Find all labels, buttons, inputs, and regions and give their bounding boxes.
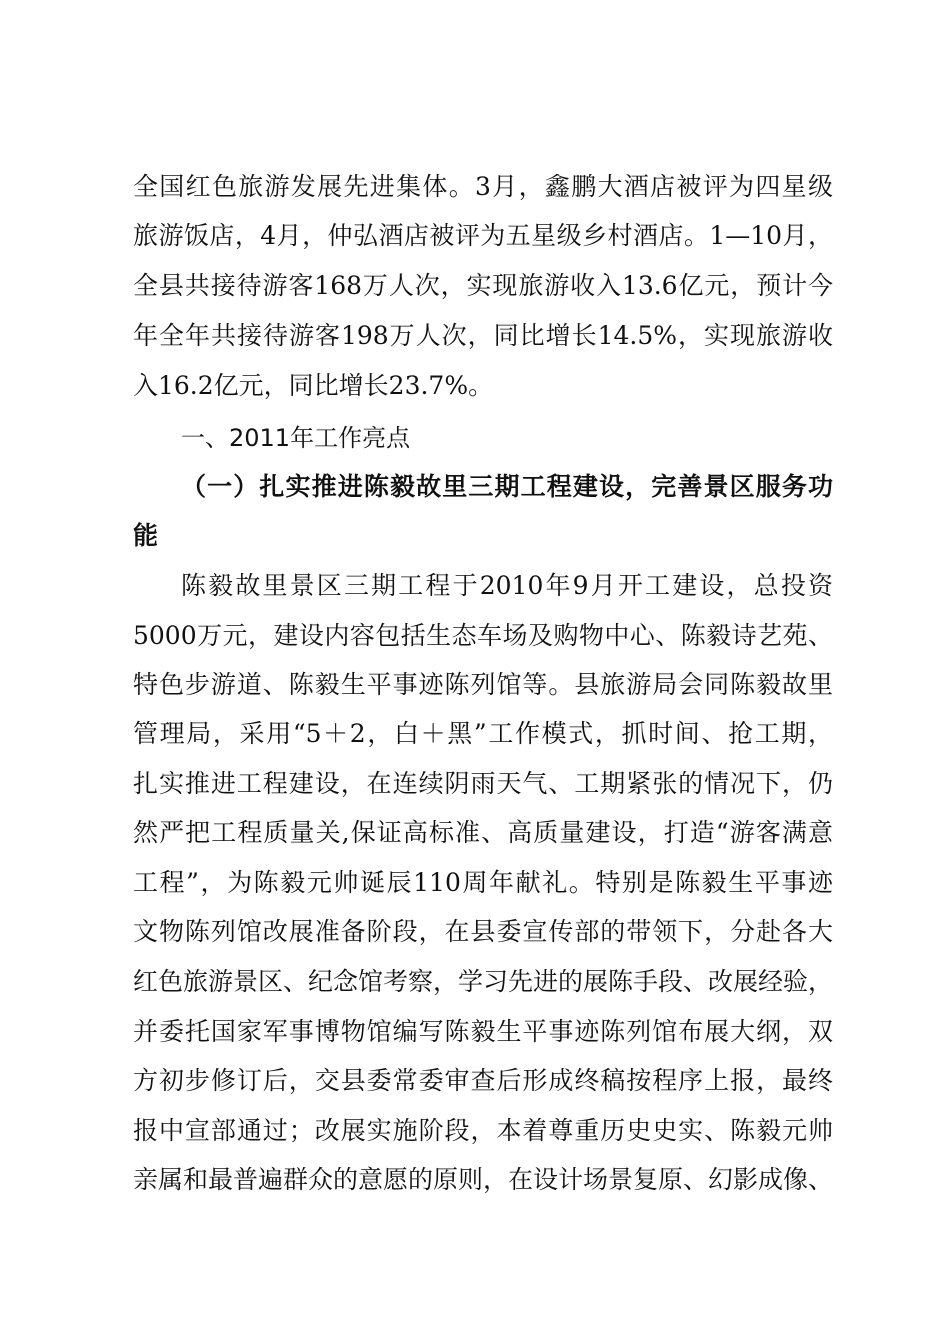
text-line: 旅游饭店，4月，仲弘酒店被评为五星级乡村酒店。1—10月，: [133, 221, 833, 250]
text-line: 全县共接待游客168万人次，实现旅游收入13.6亿元，预计今: [133, 271, 833, 300]
text-line: 年全年共接待游客198万人次，同比增长14.5%，实现旅游收: [133, 321, 833, 350]
text-line: 管理局，采用“5＋2，白＋黑”工作模式，抓时间、抢工期，: [133, 719, 833, 748]
text-line: 全国红色旅游发展先进集体。3月，鑫鹏大酒店被评为四星级: [133, 172, 833, 201]
text-line: 扎实推进工程建设，在连续阴雨天气、工期紧张的情况下，仍: [133, 769, 833, 798]
subsection-heading: （一）扎实推进陈毅故里三期工程建设，完善景区服务功: [181, 472, 833, 501]
text-line: 并委托国家军事博物馆编写陈毅生平事迹陈列馆布展大纲，双: [133, 1017, 833, 1046]
text-line: 然严把工程质量关,保证高标准、高质量建设，打造“游客满意: [133, 818, 833, 847]
section-heading: 一、2011年工作亮点: [181, 424, 411, 452]
text-line: 文物陈列馆改展准备阶段，在县委宣传部的带领下，分赴各大: [133, 917, 833, 946]
text-line: 特色步游道、陈毅生平事迹陈列馆等。县旅游局会同陈毅故里: [133, 670, 833, 699]
text-line: 5000万元，建设内容包括生态车场及购物中心、陈毅诗艺苑、: [133, 621, 833, 650]
subsection-heading-continued: 能: [133, 521, 159, 550]
text-line: 亲属和最普遍群众的意愿的原则，在设计场景复原、幻影成像、: [133, 1165, 834, 1194]
text-line: 工程”，为陈毅元帅诞辰110周年献礼。特别是陈毅生平事迹: [133, 868, 833, 897]
text-line: 报中宣部通过；改展实施阶段，本着尊重历史史实、陈毅元帅: [133, 1116, 833, 1145]
text-line: 陈毅故里景区三期工程于2010年9月开工建设，总投资: [181, 571, 833, 600]
text-line: 入16.2亿元，同比增长23.7%。: [133, 371, 494, 400]
text-line: 方初步修订后，交县委常委审查后形成终稿按程序上报，最终: [133, 1066, 833, 1095]
text-line: 红色旅游景区、纪念馆考察，学习先进的展陈手段、改展经验，: [133, 967, 834, 996]
